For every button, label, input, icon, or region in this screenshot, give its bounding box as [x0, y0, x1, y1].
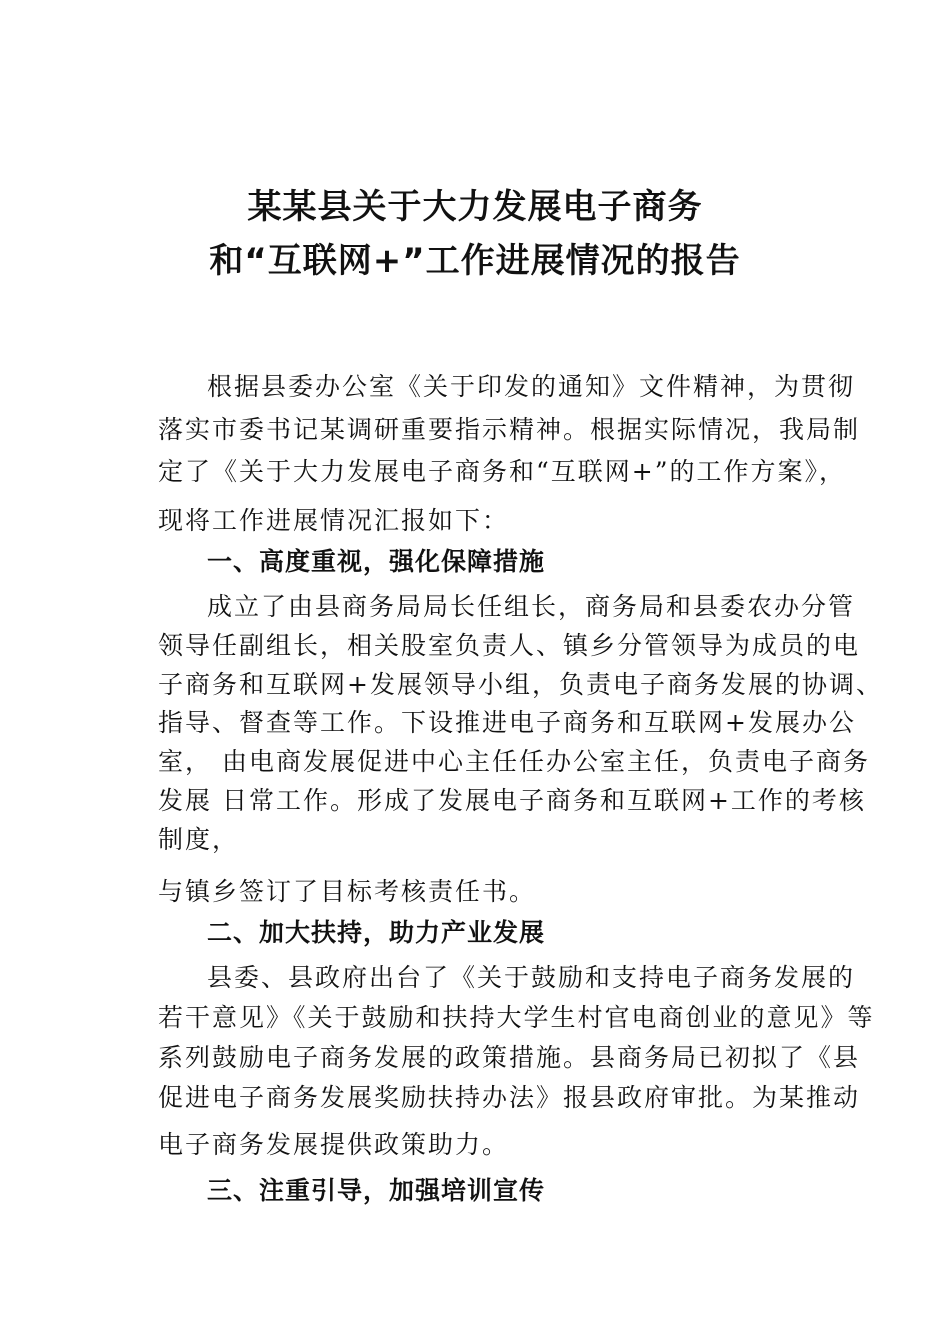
section-2-heading: 二、加大扶持，助力产业发展	[207, 918, 546, 947]
section-1-line-3: 子商务和互联网+发展领导小组，负责电子商务发展的协调、	[158, 670, 883, 699]
section-1-line-5: 室， 由电商发展促进中心主任任办公室主任，负责电子商务	[158, 747, 870, 776]
document-title-line-2: 和“互联网+”工作进展情况的报告	[209, 241, 741, 281]
section-3-heading: 三、注重引导，加强培训宣传	[207, 1176, 546, 1205]
section-2-line-5: 电子商务发展提供政策助力。	[158, 1130, 510, 1159]
intro-line-2: 落实市委书记某调研重要指示精神。根据实际情况，我局制	[158, 415, 861, 444]
intro-line-3: 定了《关于大力发展电子商务和“互联网+”的工作方案》，	[158, 457, 847, 486]
section-2-line-3: 系列鼓励电子商务发展的政策措施。县商务局已初拟了《县	[158, 1043, 861, 1072]
section-1-heading: 一、高度重视，强化保障措施	[207, 547, 546, 576]
section-1-line-6: 发展 日常工作。形成了发展电子商务和互联网+工作的考核	[158, 786, 866, 815]
intro-line-1: 根据县委办公室《关于印发的通知》文件精神，为贯彻	[207, 372, 856, 401]
section-2-line-4: 促进电子商务发展奖励扶持办法》报县政府审批。为某推动	[158, 1083, 861, 1112]
section-1-line-2: 领导任副组长，相关股室负责人、镇乡分管领导为成员的电	[158, 631, 861, 660]
section-1-line-8: 与镇乡签订了目标考核责任书。	[158, 877, 537, 906]
section-1-line-7: 制度，	[158, 825, 240, 854]
document-title-line-1: 某某县关于大力发展电子商务	[247, 187, 703, 227]
section-2-line-2: 若干意见》《关于鼓励和扶持大学生村官电商创业的意见》等	[158, 1003, 875, 1032]
section-2-line-1: 县委、县政府出台了《关于鼓励和支持电子商务发展的	[207, 963, 856, 992]
section-1-line-1: 成立了由县商务局局长任组长，商务局和县委农办分管	[207, 592, 856, 621]
intro-line-4: 现将工作进展情况汇报如下：	[158, 506, 510, 535]
section-1-line-4: 指导、督查等工作。下设推进电子商务和互联网+发展办公	[158, 708, 856, 737]
